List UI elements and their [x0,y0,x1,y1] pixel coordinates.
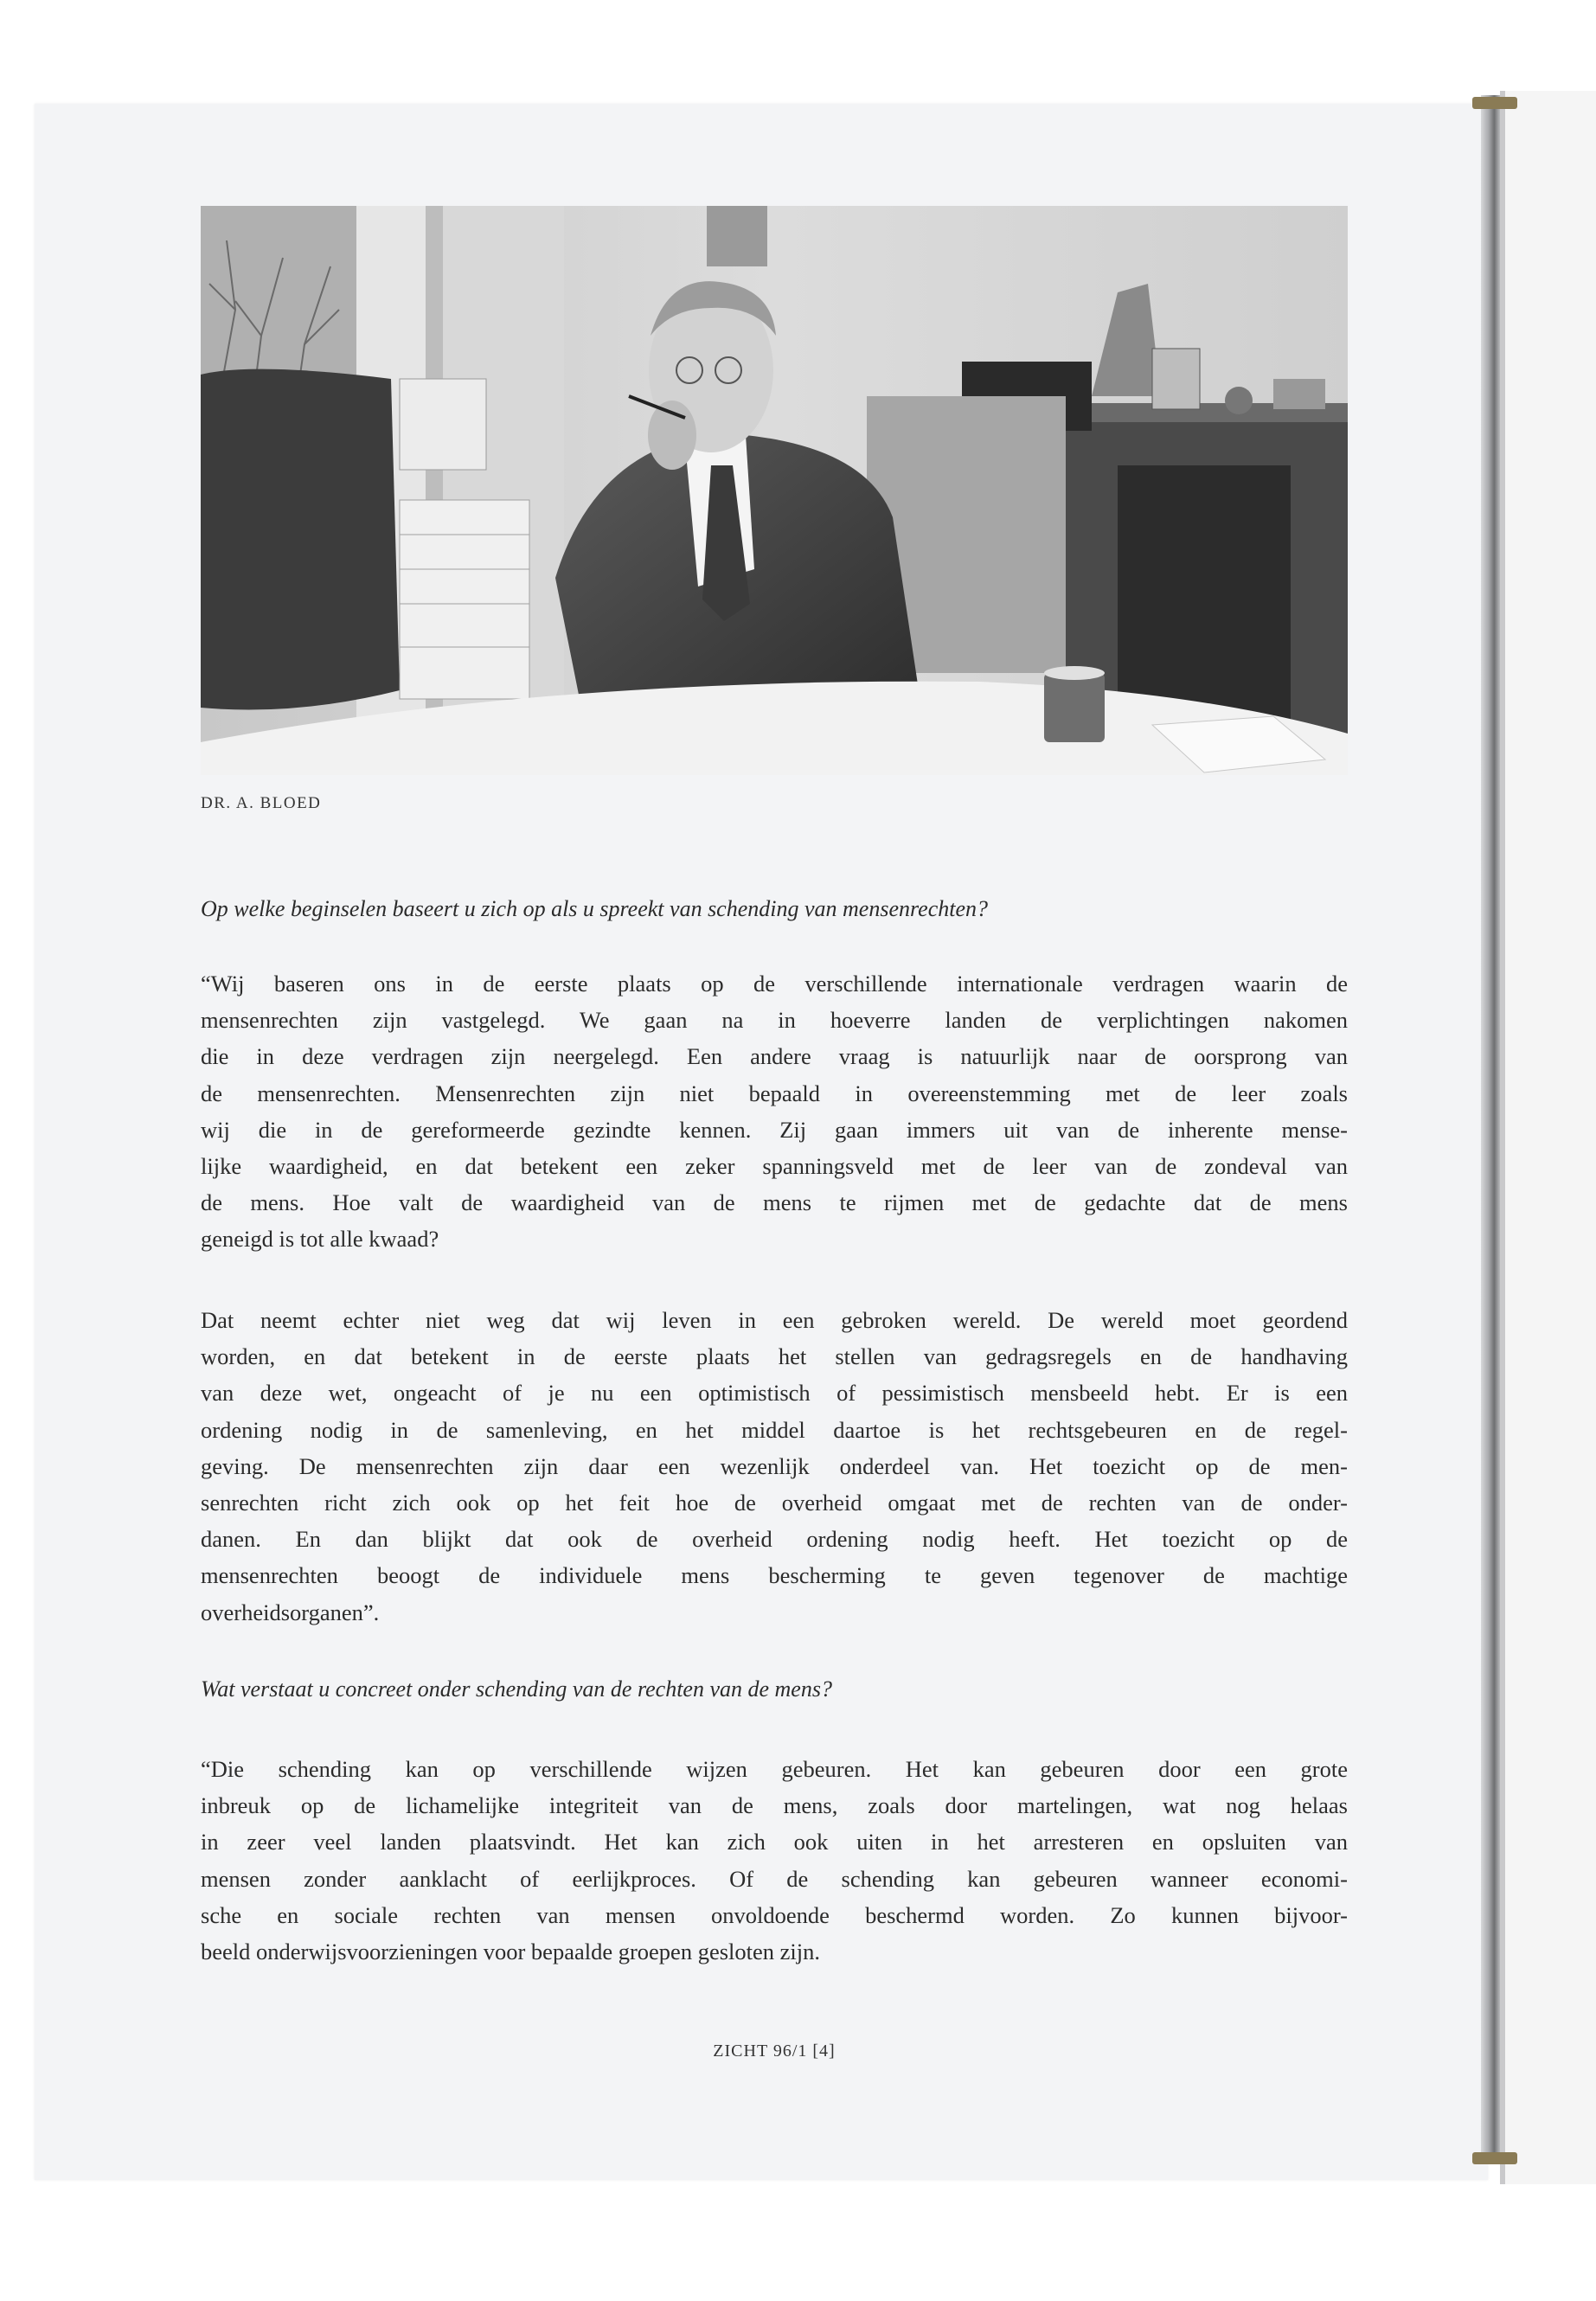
text-line: de mensenrechten. Mensenrechten zijn niet bepaald in overeenstemming met de leer zoals [201,1080,1348,1106]
text-line: “Die schending kan op verschillende wijzen gebeuren. Het kan gebeuren door een grote [201,1756,1348,1782]
text-line: danen. En dan blijkt dat ook de overheid ordening nodig heeft. Het toezicht op de [201,1526,1348,1553]
text-line: senrechten richt zich ook op het feit hoe de overheid omgaat met de rechten van de onder- [201,1490,1348,1516]
text-line: beeld onderwijsvoorzieningen voor bepaalde groepen gesloten zijn. [201,1939,820,1965]
text-line: van deze wet, ongeacht of je nu een optimistisch of pessimistisch mensbeeld hebt. Er is een [201,1380,1348,1407]
text-line: Dat neemt echter niet weg dat wij leven in een gebroken wereld. De wereld moet geordend [201,1307,1348,1333]
interview-question-2: Wat verstaat u concreet onder schending van de rechten van de mens? [201,1676,832,1702]
portrait-photo [201,206,1348,775]
page-footer: ZICHT 96/1 [4] [713,2041,836,2061]
text-line: ordening nodig in de samenleving, en het middel daartoe is het rechtsgebeuren en de regel- [201,1416,1348,1443]
text-line: overheidsorganen”. [201,1599,380,1625]
answer-paragraph-1 [201,965,1348,1258]
text-line: geving. De mensenrechten zijn daar een wezenlijk onderdeel van. Het toezicht op de men- [201,1452,1348,1479]
text-line: wij die in de gereformeerde gezindte kennen. Zij gaan immers uit van de inherente mense- [201,1116,1348,1143]
text-line: die in deze verdragen zijn neergelegd. Een andere vraag is natuurlijk naar de oorsprong van [201,1043,1348,1070]
text-line: mensen zonder aanklacht of eerlijkproces. Of de schending kan gebeuren wanneer economi- [201,1865,1348,1892]
staple-top [1472,97,1517,109]
text-line: inbreuk op de lichamelijke integriteit van de mens, zoals door martelingen, wat nog helaas [201,1792,1348,1819]
text-line: sche en sociale rechten van mensen onvoldoende beschermd worden. Zo kunnen bijvoor- [201,1901,1348,1928]
interview-question-1: Op welke beginselen baseert u zich op als u spreekt van schending van mensenrechten? [201,896,988,921]
text-line: mensenrechten beoogt de individuele mens bescherming te geven tegenover de machtige [201,1562,1348,1589]
binding-gutter [1481,95,1500,2163]
text-line: de mens. Hoe valt de waardigheid van de mens te rijmen met de gedachte dat de mens [201,1189,1348,1216]
text-line: in zeer veel landen plaatsvindt. Het kan zich ook uiten in het arresteren en opsluiten van [201,1829,1348,1856]
answer-paragraph-3 [201,1751,1348,1970]
text-line: lijke waardigheid, en dat betekent een zeker spanningsveld met de leer van de zondeval van [201,1153,1348,1180]
text-line: mensenrechten zijn vastgelegd. We gaan na in hoeverre landen de verplichtingen nakomen [201,1007,1348,1034]
text-line: worden, en dat betekent in de eerste plaats het stellen van gedragsregels en de handhaving [201,1343,1348,1370]
answer-paragraph-2 [201,1302,1348,1631]
adjacent-page [1500,91,1596,2184]
text-line: “Wij baseren ons in de eerste plaats op de verschillende internationale verdragen waarin de [201,971,1348,997]
adjacent-page-edge [1500,91,1505,2184]
photo-caption: DR. A. BLOED [201,794,322,812]
staple-bottom [1472,2152,1517,2164]
text-line: geneigd is tot alle kwaad? [201,1226,439,1253]
